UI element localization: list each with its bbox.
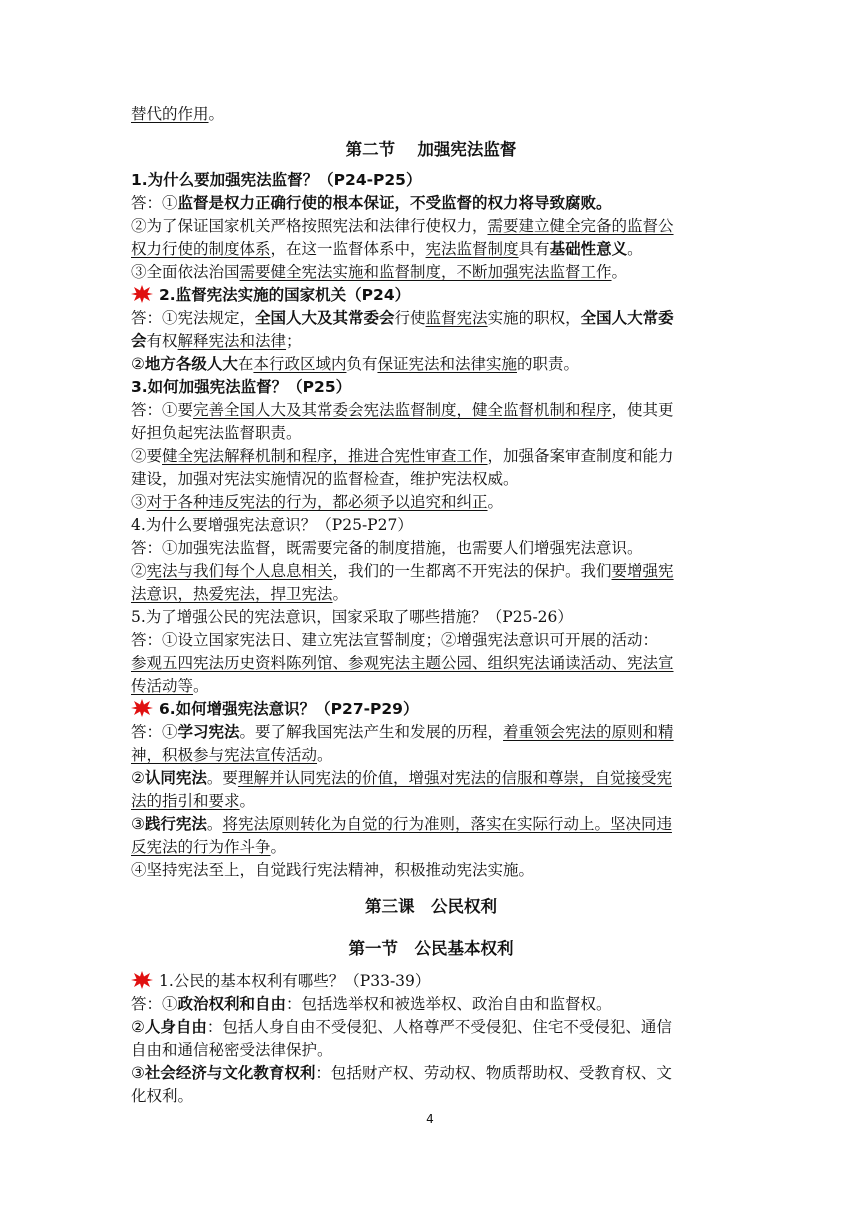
section-heading: 第二节 加强宪法监督 — [345, 140, 517, 159]
page-number: 4 — [426, 1112, 434, 1126]
answer-line: ②宪法与我们每个人息息相关，我们的一生都离不开宪法的保护。我们要增强宪 — [131, 562, 674, 580]
answer-line: 答：①宪法规定，全国人大及其常委会行使监督宪法实施的职权，全国人大常委 — [131, 309, 674, 327]
answer-line: ③全面依法治国需要健全宪法实施和监督制度，不断加强宪法监督工作。 — [131, 263, 628, 281]
answer-line: ③社会经济与文化教育权利：包括财产权、劳动权、物质帮助权、受教育权、文 — [131, 1064, 672, 1082]
question-title: 6.如何增强宪法意识？（P27-P29） — [131, 698, 731, 721]
answer-line: ②人身自由：包括人身自由不受侵犯、人格尊严不受侵犯、住宅不受侵犯、通信 — [131, 1018, 672, 1036]
answer-line: ②要健全宪法解释机制和程序，推进合宪性审查工作，加强备案审查制度和能力 — [131, 447, 674, 465]
red-star-icon — [131, 285, 153, 303]
section-heading: 第一节 公民基本权利 — [348, 939, 514, 958]
answer-line: ④坚持宪法至上，自觉践行宪法精神，积极推动宪法实施。 — [131, 861, 535, 879]
question-title: 4.为什么要增强宪法意识？（P25-P27） — [131, 516, 413, 534]
question-title: 5.为了增强公民的宪法意识，国家采取了哪些措施？（P25-26） — [131, 608, 573, 626]
answer-line: 法意识，热爱宪法，捍卫宪法。 — [131, 585, 349, 603]
red-star-icon — [131, 971, 153, 989]
lesson-heading: 第三课 公民权利 — [365, 897, 497, 916]
answer-line: 权力行使的制度体系，在这一监督体系中，宪法监督制度具有基础性意义。 — [131, 240, 643, 258]
answer-line: 传活动等。 — [131, 677, 209, 695]
question-title: 2.监督宪法实施的国家机关（P24） — [131, 284, 731, 307]
answer-line: ③践行宪法。将宪法原则转化为自觉的行为准则，落实在实际行动上。坚决同违 — [131, 815, 672, 833]
answer-line: 反宪法的行为作斗争。 — [131, 838, 287, 856]
question-title: 1.为什么要加强宪法监督？（P24-P25） — [131, 171, 422, 189]
answer-line: 好担负起宪法监督职责。 — [131, 424, 302, 442]
answer-line: 会有权解释宪法和法律； — [131, 332, 302, 350]
question-title: 1.公民的基本权利有哪些？（P33-39） — [131, 970, 731, 993]
document-page — [131, 100, 731, 1108]
answer-line: 化权利。 — [131, 1087, 194, 1105]
answer-line: ③对于各种违反宪法的行为，都必须予以追究和纠正。 — [131, 493, 504, 511]
answer-line: ②地方各级人大在本行政区域内负有保证宪法和法律实施的职责。 — [131, 355, 579, 373]
answer-line: 参观五四宪法历史资料陈列馆、参观宪法主题公园、组织宪法诵读活动、宪法宣 — [131, 654, 674, 672]
question-title: 3.如何加强宪法监督？（P25） — [131, 378, 352, 396]
answer-line: 答：①加强宪法监督，既需要完备的制度措施，也需要人们增强宪法意识。 — [131, 539, 643, 557]
answer-line: 答：①设立国家宪法日、建立宪法宣誓制度；②增强宪法意识可开展的活动： — [131, 631, 659, 649]
answer-line: 神，积极参与宪法宣传活动。 — [131, 746, 333, 764]
answer-line: 答：①监督是权力正确行使的根本保证，不受监督的权力将导致腐败。 — [131, 194, 612, 212]
answer-line: ②为了保证国家机关严格按照宪法和法律行使权力，需要建立健全完备的监督公 — [131, 217, 674, 235]
text-line: 替代的作用。 — [131, 105, 225, 123]
answer-line: 答：①学习宪法。要了解我国宪法产生和发展的历程，着重领会宪法的原则和精 — [131, 723, 674, 741]
answer-line: 答：①要完善全国人大及其常委会宪法监督制度，健全监督机制和程序，使其更 — [131, 401, 674, 419]
red-star-icon — [131, 699, 153, 717]
answer-line: 法的指引和要求。 — [131, 792, 256, 810]
answer-line: 答：①政治权利和自由：包括选举权和被选举权、政治自由和监督权。 — [131, 995, 612, 1013]
answer-line: 自由和通信秘密受法律保护。 — [131, 1041, 333, 1059]
answer-line: 建设，加强对宪法实施情况的监督检查，维护宪法权威。 — [131, 470, 519, 488]
answer-line: ②认同宪法。要理解并认同宪法的价值，增强对宪法的信服和尊崇，自觉接受宪 — [131, 769, 672, 787]
